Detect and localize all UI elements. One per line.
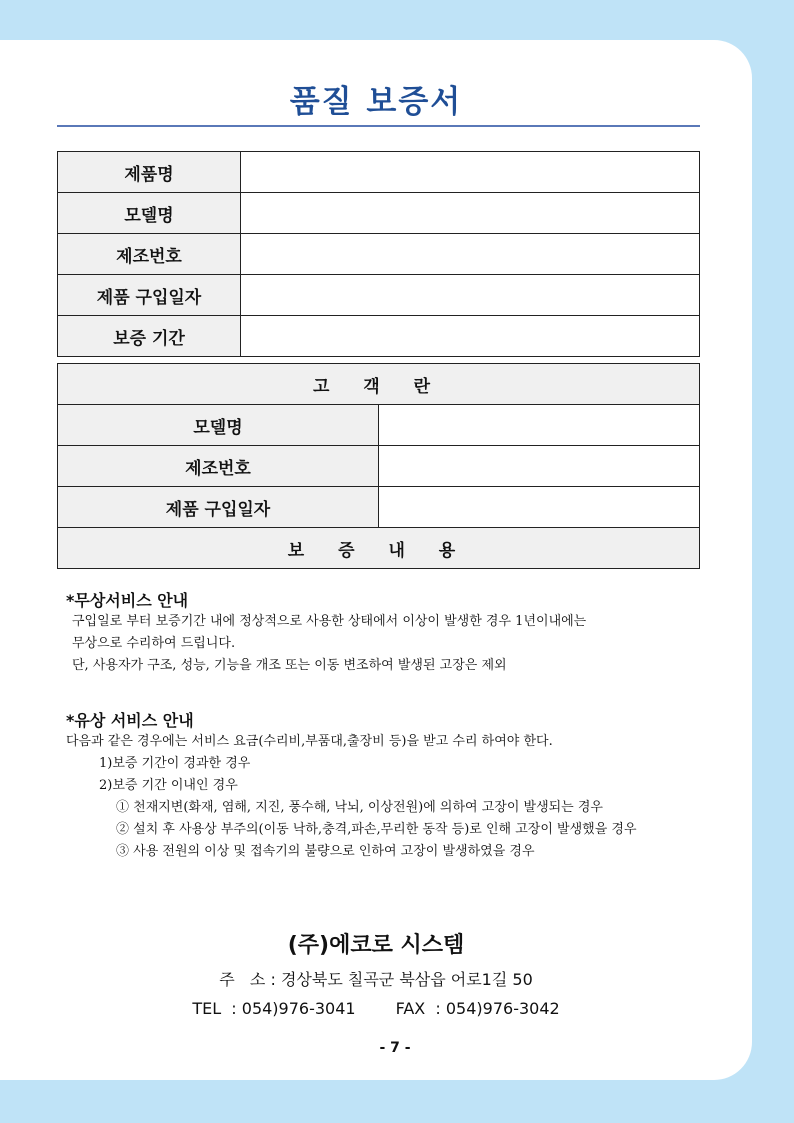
title-divider <box>57 125 700 127</box>
free-service-line: 무상으로 수리하여 드립니다. <box>72 636 236 651</box>
paid-service-intro: 다음과 같은 경우에는 서비스 요금(수리비,부품대,출장비 등)을 받고 수리 하여야 한다. <box>66 734 553 749</box>
company-name: (주)에코로 시스템 <box>287 933 465 958</box>
field-customer-serial-number[interactable] <box>379 446 700 487</box>
label-warranty-period: 보증 기간 <box>58 316 241 357</box>
label-serial-number: 제조번호 <box>58 234 241 275</box>
free-service-line: 단, 사용자가 구조, 성능, 기능을 개조 또는 이동 변조하여 발생된 고장은 제외 <box>72 658 507 673</box>
field-model-name[interactable] <box>241 193 700 234</box>
label-product-name: 제품명 <box>58 152 241 193</box>
free-service-heading: *무상서비스 안내 <box>66 591 189 610</box>
table-row <box>58 405 700 446</box>
label-purchase-date: 제품 구입일자 <box>58 275 241 316</box>
product-info-table <box>57 151 700 357</box>
table-row <box>58 446 700 487</box>
field-warranty-period[interactable] <box>241 316 700 357</box>
label-customer-serial-number: 제조번호 <box>58 446 379 487</box>
page-sheet <box>0 40 752 1080</box>
paid-service-heading: *유상 서비스 안내 <box>66 711 194 730</box>
paid-service-subitem: ① 천재지변(화재, 염해, 지진, 풍수해, 낙뇌, 이상전원)에 의하여 고장이 발생되는 경우 <box>116 800 603 815</box>
table-row <box>58 487 700 528</box>
paid-service-subitem: ③ 사용 전원의 이상 및 접속기의 불량으로 인하여 고장이 발생하였을 경우 <box>116 844 535 859</box>
free-service-line: 구입일로 부터 보증기간 내에 정상적으로 사용한 상태에서 이상이 발생한 경우 1년이내에는 <box>72 614 587 629</box>
page-number: - 7 - <box>379 1040 411 1056</box>
company-address: 주 소 : 경상북도 칠곡군 북삼읍 어로1길 50 <box>219 970 533 989</box>
paid-service-section <box>66 708 726 863</box>
paid-service-item: 1)보증 기간이 경과한 경우 <box>99 756 251 771</box>
warranty-section-header: 보 증 내 용 <box>58 528 700 569</box>
table-row <box>58 234 700 275</box>
company-tel: TEL : 054)976-3041 <box>192 999 356 1018</box>
field-serial-number[interactable] <box>241 234 700 275</box>
label-model-name: 모델명 <box>58 193 241 234</box>
table-row <box>58 316 700 357</box>
table-row <box>58 364 700 405</box>
table-row <box>58 528 700 569</box>
customer-section-header: 고 객 란 <box>58 364 700 405</box>
label-customer-model-name: 모델명 <box>58 405 379 446</box>
table-row <box>58 275 700 316</box>
field-purchase-date[interactable] <box>241 275 700 316</box>
field-customer-purchase-date[interactable] <box>379 487 700 528</box>
free-service-section <box>66 588 726 677</box>
paid-service-subitem: ② 설치 후 사용상 부주의(이동 낙하,충격,파손,무리한 동작 등)로 인해 고장이 발생했을 경우 <box>116 822 637 837</box>
document-title: 품질 보증서 <box>289 84 463 120</box>
table-row <box>58 152 700 193</box>
field-product-name[interactable] <box>241 152 700 193</box>
customer-info-table <box>57 363 700 569</box>
company-fax: FAX : 054)976-3042 <box>395 999 560 1018</box>
paid-service-item: 2)보증 기간 이내인 경우 <box>99 778 238 793</box>
label-customer-purchase-date: 제품 구입일자 <box>58 487 379 528</box>
table-row <box>58 193 700 234</box>
field-customer-model-name[interactable] <box>379 405 700 446</box>
company-contact <box>0 999 752 1018</box>
